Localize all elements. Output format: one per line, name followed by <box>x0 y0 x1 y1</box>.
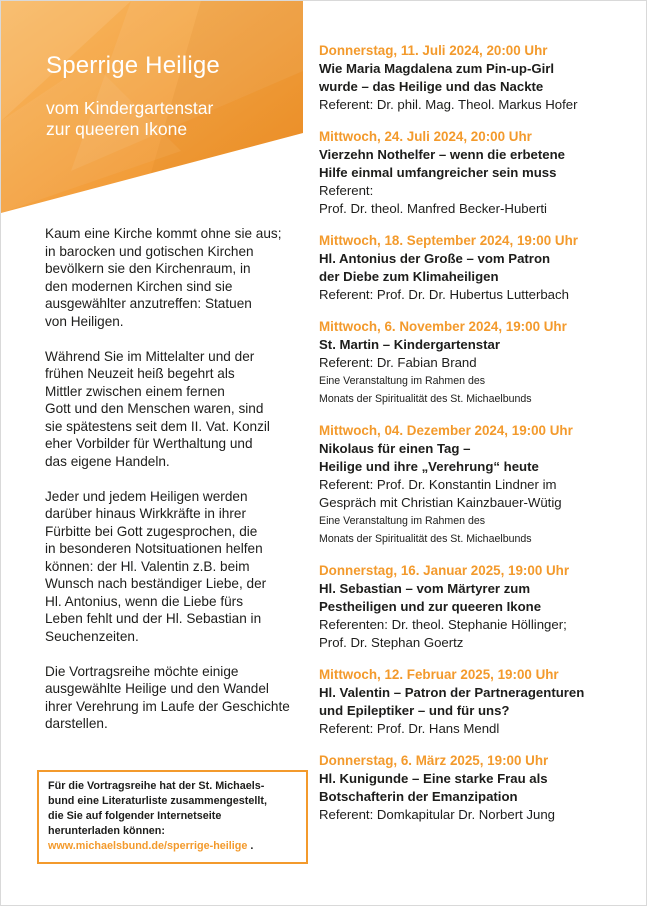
intro-paragraph <box>45 348 307 471</box>
event-speaker <box>319 354 629 372</box>
event-date: Donnerstag, 16. Januar 2025, 19:00 Uhr <box>319 563 570 578</box>
intro-paragraph <box>45 488 307 646</box>
event-title-line: Hl. Sebastian – vom Märtyrer zum <box>319 581 531 596</box>
event-speaker-line: Referent: Dr. phil. Mag. Theol. Markus Hofer <box>319 97 578 112</box>
event-note <box>319 512 629 548</box>
event-title <box>319 336 629 354</box>
intro-line: Hl. Antonius, wenn die Liebe fürs <box>45 593 243 609</box>
event-title-line: Hl. Valentin – Patron der Partneragenturen <box>319 685 585 700</box>
page-subtitle <box>46 98 296 140</box>
event-speaker-line: Referenten: Dr. theol. Stephanie Höllinger; <box>319 617 567 632</box>
event-date: Mittwoch, 6. November 2024, 19:00 Uhr <box>319 319 567 334</box>
event-title-line: Botschafterin der Emanzipation <box>319 789 518 804</box>
intro-line: darstellen. <box>45 716 108 731</box>
event-speaker-line: Referent: Prof. Dr. Konstantin Lindner im <box>319 477 557 492</box>
event-speaker <box>319 806 629 824</box>
intro-line: Die Vortragsreihe möchte einige <box>45 663 239 679</box>
intro-line: das eigene Handeln. <box>45 453 170 469</box>
event-title-line: Nikolaus für einen Tag – <box>319 441 471 456</box>
event-note-line: Monats der Spiritualität des St. Michaelbunds <box>319 533 532 545</box>
intro-line: Während Sie im Mittelalter und der <box>45 348 255 364</box>
intro-line: Fürbitte bei Gott zugesprochen, die <box>45 523 258 539</box>
subtitle-line: zur queeren Ikone <box>46 119 188 139</box>
intro-line: darüber hinaus Wirkkräfte in ihrer <box>45 506 246 521</box>
intro-line: Gott und den Menschen waren, sind <box>45 401 264 416</box>
event-title <box>319 440 629 476</box>
event-date: Mittwoch, 18. September 2024, 19:00 Uhr <box>319 233 578 248</box>
event-title-line: Hl. Kunigunde – Eine starke Frau als <box>319 771 548 786</box>
event-item <box>319 128 629 218</box>
intro-text <box>45 225 307 750</box>
page-title: Sperrige Heilige <box>46 52 220 79</box>
event-note <box>319 372 629 408</box>
event-speaker <box>319 476 629 512</box>
event-title-line: Hilfe einmal umfangreicher sein muss <box>319 165 557 180</box>
event-speaker <box>319 286 629 304</box>
intro-line: Mittler zwischen einem fernen <box>45 383 225 399</box>
event-item <box>319 752 629 824</box>
intro-line: sie spätestens seit dem II. Vat. Konzil <box>45 418 270 434</box>
event-speaker-line: Referent: Domkapitular Dr. Norbert Jung <box>319 807 556 822</box>
event-item <box>319 318 629 408</box>
event-title-line: und Epileptiker – und für uns? <box>319 703 510 718</box>
event-title <box>319 250 629 286</box>
event-speaker-line: Referent: Prof. Dr. Hans Mendl <box>319 721 500 736</box>
event-title <box>319 146 629 182</box>
intro-line: Leben fehlt und der Hl. Sebastian in <box>45 611 262 626</box>
intro-line: Wunsch nach beständiger Liebe, der <box>45 576 267 591</box>
event-title-line: wurde – das Heilige und das Nackte <box>319 79 544 94</box>
event-item <box>319 232 629 304</box>
event-title-line: Hl. Antonius der Große – vom Patron <box>319 251 551 266</box>
event-speaker-line: Referent: Prof. Dr. Dr. Hubertus Lutterbach <box>319 287 569 302</box>
intro-line: Jeder und jedem Heiligen werden <box>45 488 248 504</box>
event-speaker-line: Referent: Dr. Fabian Brand <box>319 355 477 370</box>
info-box-line: die Sie auf folgender Internetseite <box>48 810 222 822</box>
intro-line: können: der Hl. Valentin z.B. beim <box>45 558 250 574</box>
info-box-line: herunterladen können: <box>48 825 165 837</box>
event-speaker <box>319 720 629 738</box>
event-date: Donnerstag, 6. März 2025, 19:00 Uhr <box>319 753 549 768</box>
event-item <box>319 422 629 548</box>
info-box-line: bund eine Literaturliste zusammengestellt, <box>48 795 267 807</box>
event-speaker <box>319 182 629 218</box>
intro-paragraph <box>45 225 307 330</box>
event-date: Mittwoch, 24. Juli 2024, 20:00 Uhr <box>319 129 532 144</box>
event-speaker <box>319 96 629 114</box>
event-speaker-line: Referent: <box>319 183 374 198</box>
event-note-line: Eine Veranstaltung im Rahmen des <box>319 515 486 527</box>
subtitle-line: vom Kindergartenstar <box>46 98 214 118</box>
link-suffix: . <box>247 840 254 852</box>
intro-line: ausgewählte Heilige und den Wandel <box>45 681 269 696</box>
event-list <box>319 42 629 838</box>
event-item <box>319 562 629 652</box>
info-box-text <box>48 779 298 839</box>
intro-line: in besonderen Notsituationen helfen <box>45 541 263 556</box>
intro-line: in barocken und gotischen Kirchen <box>45 243 254 259</box>
event-note-line: Monats der Spiritualität des St. Michaelbunds <box>319 393 532 405</box>
intro-line: eher Vorbilder für Werthaltung und <box>45 436 253 451</box>
intro-line: von Heiligen. <box>45 313 124 329</box>
event-speaker-line: Gespräch mit Christian Kainzbauer-Wütig <box>319 495 562 510</box>
event-title-line: der Diebe zum Klimaheiligen <box>319 269 499 284</box>
intro-line: Kaum eine Kirche kommt ohne sie aus; <box>45 226 282 241</box>
event-title-line: Heilige und ihre „Verehrung“ heute <box>319 459 539 474</box>
event-title-line: Wie Maria Magdalena zum Pin-up-Girl <box>319 61 555 76</box>
event-title-line: Vierzehn Nothelfer – wenn die erbetene <box>319 147 565 162</box>
event-title <box>319 60 629 96</box>
intro-paragraph <box>45 663 307 733</box>
event-note-line: Eine Veranstaltung im Rahmen des <box>319 375 486 387</box>
literature-link[interactable]: www.michaelsbund.de/sperrige-heilige <box>48 840 248 852</box>
intro-line: ausgewählter anzutreffen: Statuen <box>45 296 252 311</box>
event-title <box>319 770 629 806</box>
intro-line: frühen Neuzeit heiß begehrt als <box>45 366 235 381</box>
event-title <box>319 684 629 720</box>
intro-line: Seuchenzeiten. <box>45 628 139 644</box>
intro-line: ihrer Verehrung im Laufe der Geschichte <box>45 698 290 714</box>
event-title <box>319 580 629 616</box>
event-title-line: Pestheiligen und zur queeren Ikone <box>319 599 542 614</box>
event-date: Mittwoch, 12. Februar 2025, 19:00 Uhr <box>319 667 559 682</box>
info-box-line: Für die Vortragsreihe hat der St. Michaels- <box>48 780 265 792</box>
intro-line: bevölkern sie den Kirchenraum, in <box>45 261 251 276</box>
event-speaker-line: Prof. Dr. Stephan Goertz <box>319 635 464 650</box>
literature-info-box <box>37 770 308 864</box>
event-item <box>319 42 629 114</box>
event-date: Donnerstag, 11. Juli 2024, 20:00 Uhr <box>319 43 548 58</box>
event-title-line: St. Martin – Kindergartenstar <box>319 337 500 352</box>
title-banner <box>1 1 303 213</box>
event-speaker-line: Prof. Dr. theol. Manfred Becker-Huberti <box>319 201 547 216</box>
event-speaker <box>319 616 629 652</box>
event-date: Mittwoch, 04. Dezember 2024, 19:00 Uhr <box>319 423 573 438</box>
intro-line: den modernen Kirchen sind sie <box>45 278 233 294</box>
event-item <box>319 666 629 738</box>
